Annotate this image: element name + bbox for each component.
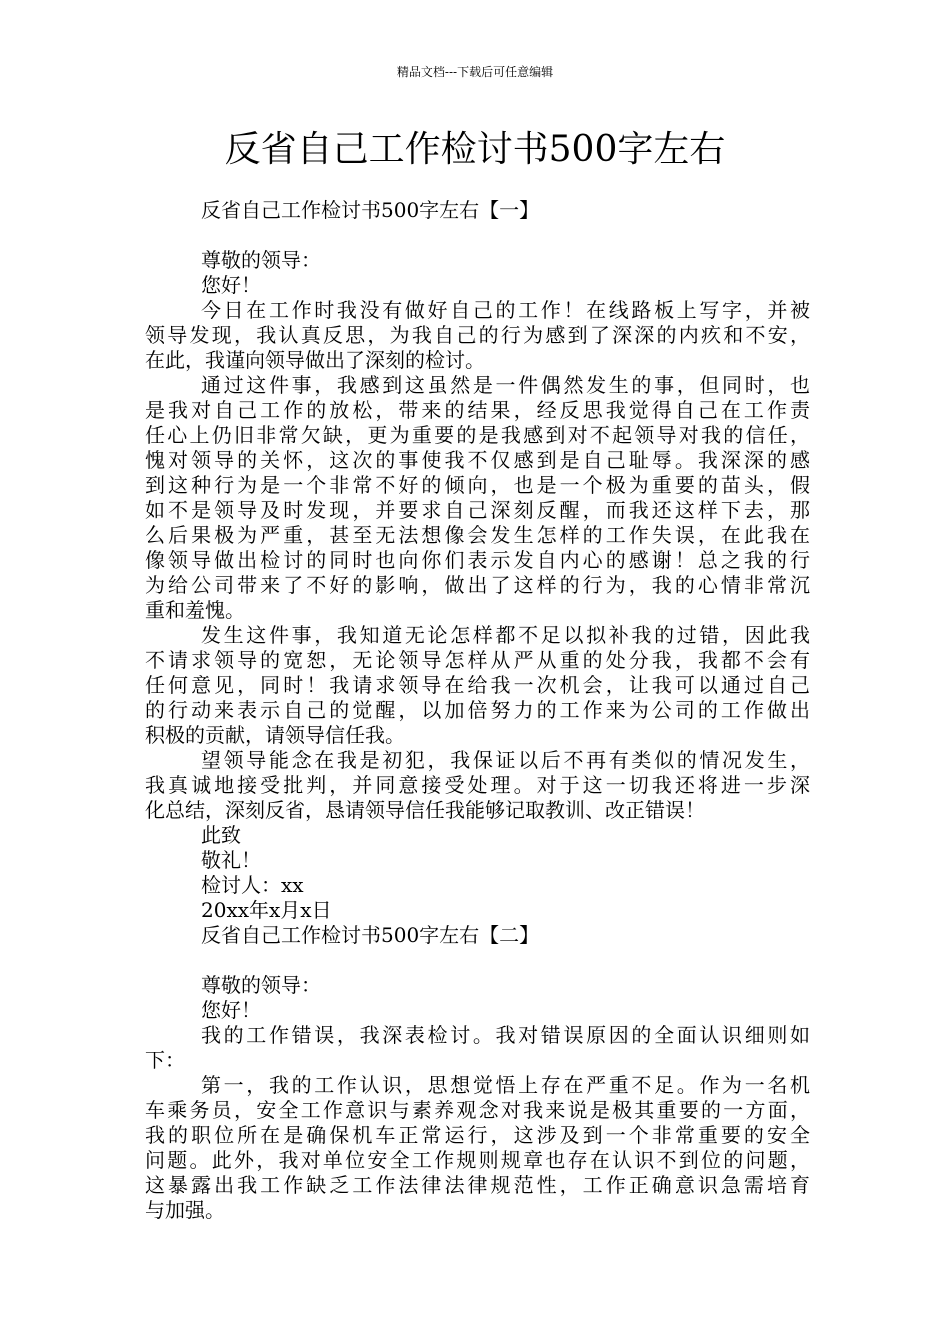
paragraph-line: 任何意见，同时！我请求领导在给我一次机会，让我可以通过自己 [145, 673, 810, 697]
paragraph-line: 领导发现，我认真反思，为我自己的行为感到了深深的内疚和不安， [145, 323, 810, 347]
paragraph-line: 重和羞愧。 [145, 598, 245, 622]
header-note: 精品文档---下载后可任意编辑 [396, 65, 554, 79]
paragraph [145, 748, 810, 823]
paragraph-line: 我的工作错误，我深表检讨。我对错误原因的全面认识细则如 [201, 1023, 810, 1047]
paragraph [145, 373, 810, 623]
greeting: 您好！ [201, 998, 261, 1022]
paragraph-line: 任心上仍旧非常欠缺，更为重要的是我感到对不起领导对我的信任， [145, 423, 810, 447]
salutation: 尊敬的领导： [201, 973, 321, 997]
paragraph-line: 下： [145, 1048, 185, 1072]
document-title: 反省自己工作检讨书500字左右 [224, 129, 726, 170]
paragraph-line: 是我对自己工作的放松，带来的结果，经反思我觉得自己在工作责 [145, 398, 810, 422]
paragraph-line: 我真诚地接受批判，并同意接受处理。对于这一切我还将进一步深 [145, 773, 810, 797]
paragraph-line: 与加强。 [145, 1198, 225, 1222]
section-heading: 反省自己工作检讨书500字左右【二】 [201, 923, 540, 947]
blank-line [145, 223, 810, 248]
section-heading: 反省自己工作检讨书500字左右【一】 [201, 198, 540, 222]
paragraph-line: 么后果极为严重，甚至无法想像会发生怎样的工作失误，在此我在 [145, 523, 810, 547]
paragraph-line: 如不是领导及时发现，并要求自己深刻反醒，而我还这样下去，那 [145, 498, 810, 522]
paragraph-line: 这暴露出我工作缺乏工作法律法律规范性，工作正确意识急需培育 [145, 1173, 810, 1197]
closing-line: 此致 [201, 823, 241, 847]
document-body [145, 198, 810, 1223]
paragraph-line: 化总结，深刻反省，恳请领导信任我能够记取教训、改正错误！ [145, 798, 705, 822]
paragraph [145, 623, 810, 748]
paragraph-line: 不请求领导的宽恕，无论领导怎样从严从重的处分我，我都不会有 [145, 648, 810, 672]
paragraph-line: 问题。此外，我对单位安全工作规则规章也存在认识不到位的问题， [145, 1148, 810, 1172]
signer: 检讨人：xx [201, 873, 304, 897]
closing-line: 敬礼！ [201, 848, 261, 872]
paragraph-line: 车乘务员，安全工作意识与素养观念对我来说是极其重要的一方面， [145, 1098, 810, 1122]
paragraph-line: 为给公司带来了不好的影响，做出了这样的行为，我的心情非常沉 [145, 573, 810, 597]
date: 20xx年x月x日 [201, 898, 332, 922]
paragraph-line: 的行动来表示自己的觉醒，以加倍努力的工作来为公司的工作做出 [145, 698, 810, 722]
paragraph [145, 1023, 810, 1073]
paragraph-line: 愧对领导的关怀，这次的事使我不仅感到是自己耻辱。我深深的感 [145, 448, 810, 472]
paragraph [145, 1073, 810, 1223]
paragraph-line: 像领导做出检讨的同时也向你们表示发自内心的感谢！总之我的行 [145, 548, 810, 572]
paragraph-line: 发生这件事，我知道无论怎样都不足以拟补我的过错，因此我 [201, 623, 810, 647]
blank-line [145, 948, 810, 973]
paragraph [145, 298, 810, 373]
paragraph-line: 我的职位所在是确保机车正常运行，这涉及到一个非常重要的安全 [145, 1123, 810, 1147]
paragraph-line: 望领导能念在我是初犯，我保证以后不再有类似的情况发生， [201, 748, 810, 772]
greeting: 您好！ [201, 273, 261, 297]
paragraph-line: 积极的贡献，请领导信任我。 [145, 723, 405, 747]
paragraph-line: 今日在工作时我没有做好自己的工作！在线路板上写字，并被 [201, 298, 810, 322]
salutation: 尊敬的领导： [201, 248, 321, 272]
paragraph-line: 通过这件事，我感到这虽然是一件偶然发生的事，但同时，也 [201, 373, 810, 397]
paragraph-line: 第一，我的工作认识，思想觉悟上存在严重不足。作为一名机 [201, 1073, 810, 1097]
paragraph-line: 到这种行为是一个非常不好的倾向，也是一个极为重要的苗头，假 [145, 473, 810, 497]
paragraph-line: 在此，我谨向领导做出了深刻的检讨。 [145, 348, 485, 372]
